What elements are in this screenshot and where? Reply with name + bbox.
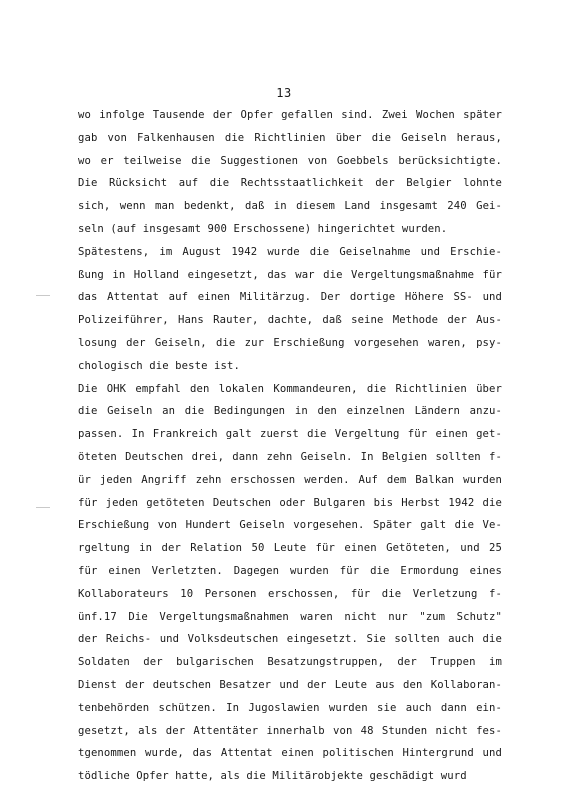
punch-hole-mark (36, 507, 50, 508)
text-line: ür jeden Angriff zehn erschossen werden. Auf dem Balkan wurden (78, 473, 502, 486)
text-line: ünf.17 Die Vergeltungsmaßnahmen waren nicht nur "zum Schutz" (78, 610, 502, 623)
text-line: Polizeiführer, Hans Rauter, dachte, daß seine Methode der Aus- (78, 314, 502, 327)
text-line: gesetzt, als der Attentäter innerhalb von 48 Stunden nicht fes- (78, 724, 502, 737)
text-line: Spätestens, im August 1942 wurde die Geiselnahme und Erschie- (78, 245, 502, 258)
text-line: seln (auf insgesamt 900 Erschossene) hingerichtet wurden. (78, 222, 448, 235)
text-line: Die OHK empfahl den lokalen Kommandeuren, die Richtlinien über (78, 382, 502, 395)
text-line: öteten Deutschen drei, dann zehn Geiseln. In Belgien sollten f- (78, 450, 502, 463)
text-line: das Attentat auf einen Militärzug. Der dortige Höhere SS- und (78, 291, 502, 304)
text-line: gab von Falkenhausen die Richtlinien über die Geiseln heraus, (78, 131, 502, 144)
body-text (78, 104, 502, 788)
text-line: passen. In Frankreich galt zuerst die Vergeltung für einen get- (78, 428, 502, 441)
text-line: für einen Verletzten. Dagegen wurden für die Ermordung eines (78, 564, 502, 577)
text-line: chologisch die beste ist. (78, 359, 240, 372)
text-line: losung der Geiseln, die zur Erschießung vorgesehen waren, psy- (78, 336, 502, 349)
text-line: tenbehörden schützen. In Jugoslawien wurden sie auch dann ein- (78, 701, 502, 714)
text-line: rgeltung in der Relation 50 Leute für einen Getöteten, und 25 (78, 542, 502, 555)
text-line: sich, wenn man bedenkt, daß in diesem Land insgesamt 240 Gei- (78, 200, 502, 213)
text-line: Kollaborateurs 10 Personen erschossen, für die Verletzung f- (78, 587, 502, 600)
text-line: tgenommen wurde, das Attentat einen politischen Hintergrund und (78, 747, 502, 760)
text-line: wo infolge Tausende der Opfer gefallen sind. Zwei Wochen später (78, 109, 502, 121)
text-line: tödliche Opfer hatte, als die Militärobjekte geschädigt wurd (78, 770, 467, 783)
text-line: ßung in Holland eingesetzt, das war die Vergeltungsmaßnahme für (78, 268, 502, 281)
punch-hole-mark (36, 295, 50, 296)
text-line: der Reichs- und Volksdeutschen eingesetzt. Sie sollten auch die (78, 633, 502, 646)
text-line: für jeden getöteten Deutschen oder Bulgaren bis Herbst 1942 die (78, 496, 502, 509)
text-line: die Geiseln an die Bedingungen in den einzelnen Ländern anzu- (78, 405, 502, 418)
text-line: Dienst der deutschen Besatzer und der Leute aus den Kollaboran- (78, 678, 502, 691)
text-line: Erschießung von Hundert Geiseln vorgesehen. Später galt die Ve- (78, 519, 502, 532)
text-line: Soldaten der bulgarischen Besatzungstruppen, der Truppen im (78, 656, 502, 669)
text-line: wo er teilweise die Suggestionen von Goebbels berücksichtigte. (78, 154, 502, 167)
page-number: 13 (276, 86, 292, 100)
text-line: Die Rücksicht auf die Rechtsstaatlichkeit der Belgier lohnte (78, 177, 502, 190)
